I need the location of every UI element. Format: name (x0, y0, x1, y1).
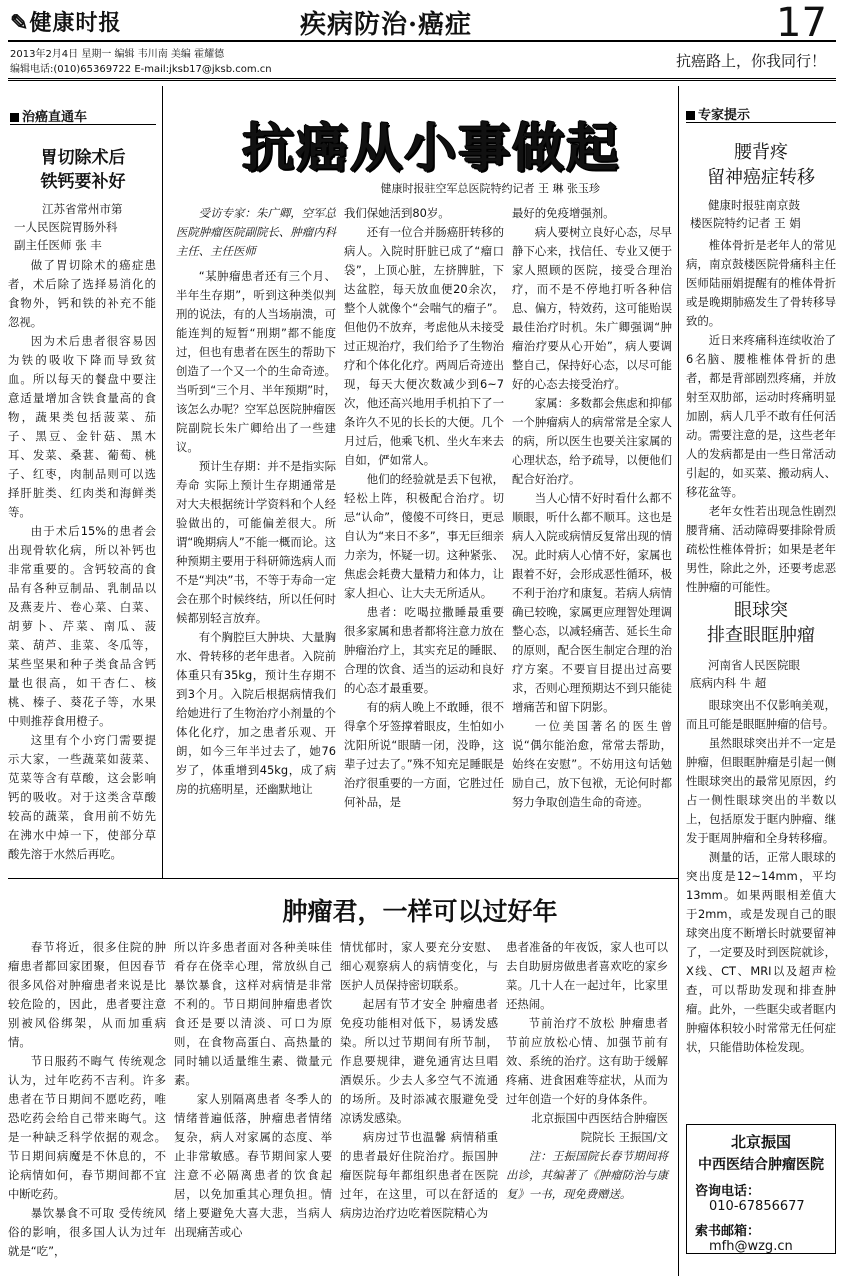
logo-icon: ✎ (10, 10, 30, 36)
sub-headline: 肿瘤君，一样可以过好年 (282, 897, 558, 926)
main-col-3: 最好的免疫增强剂。 病人要树立良好心态，尽早静下心来，找信任、专业又便于家人照顾的医院，接受合理治疗，而不是不停地打听各种信息、偏方，特效药，这可能贻误最佳治疗时机。朱广卿强调“肿瘤治疗要从心开始”，病人要调整自己，保持好心态，以尽可能好的心态去接受治疗。 家属：多数都会焦虑和抑郁 一个肿瘤病人的病常常是全家人的病，所以医生也要关注家属的心理状态，给予疏导，以便他们配合好治疗。 当人心情不好时看什么都不顺眼，听什么都不顺耳。这也是病人入院或病情反复常出现的情况。此时病人心情不好，家属也跟着不好，会形成恶性循环，极不利于治疗和康复。若病人病情确已较晚，家属更应理智处理调整心态，以减轻痛苦、延长生命的原则，配合医生制定合理的治疗方案。不要盲目提出过高要求，否则心理预期达不到只能徒增痛苦和留下阴影。 一位美国著名的医生曾说“偶尔能治愈，常常去帮助，始终在安慰”。不妨用这句话勉励自己，放下包袱，无论何时都努力争取创造生命的奇迹。 (512, 206, 672, 809)
section-title: 疾病防治·癌症 (300, 10, 473, 40)
right-article-2-title: 眼球突 排查眼眶肿瘤 (707, 600, 815, 646)
left-article-body: 做了胃切除术的癌症患者，术后除了选择易消化的食物外，钙和铁的补充不能忽视。 因为术后患者很容易因为铁的吸收下降而导致贫血。所以每天的餐盘中要注意适量增加含铁食量高的食物，蔬果类包括菠菜、茄子、黑豆、金针菇、黑木耳、发菜、桑葚、葡萄、桃子、红枣，肉制品则可以选择肝脏类、红肉类和海鲜类等。 由于术后15%的患者会出现骨软化病，所以补钙也非常重要的。含钙较高的食品有各种豆制品、乳制品以及燕麦片、卷心菜、白菜、胡萝卜、芹菜、南瓜、菠菜、葫芦、韭菜、冬瓜等，某些坚果和种子类食品含钙量也很高，如干杏仁、核桃、榛子、葵花子等，水果中则推荐食用橙子。 这里有个小窍门需要提示大家，一些蔬菜如菠菜、苋菜等含有草酸，这会影响钙的吸收。对于这类含草酸较高的蔬菜，食用前不妨先在沸水中焯一下，使部分草酸先溶于水然后再吃。 (8, 258, 156, 861)
section-divider (162, 878, 678, 879)
ad-line-1: 北京振国 (730, 1133, 791, 1151)
right-article-1-byline: 健康时报驻南京鼓 楼医院特约记者 王 娟 (690, 198, 801, 230)
main-headline: 抗癌从小事做起 (241, 119, 620, 179)
column-divider (678, 86, 679, 1276)
tag-underline (686, 122, 836, 123)
sub-col-3: 情忧郁时，家人要充分安慰、细心观察病人的病情变化，与医护人员保持密切联系。 起居有节才安全 肿瘤患者免疫功能相对低下，易诱发感染。所以过节期间有所节制，作息要规律，避免通宵达旦唱酒娱乐。少去人多空气不流通的场所。及时添减衣服避免受凉诱发感染。 病房过节也温馨 病情稍重的患者最好住院治疗。振国肿瘤医院每年都组织患者在医院过年，在这里，可以在舒适的病房边治疗边吃着医院精心为 (340, 940, 498, 1220)
masthead-double-rule (8, 78, 836, 81)
right-article-2-body: 眼球突出不仅影响美观，而且可能是眼眶肿瘤的信号。 虽然眼球突出并不一定是肿瘤，但眼眶肿瘤是引起一侧性眼球突出的最常见原因，约占一侧性眼球突出的半数以上，包括原发于眶内肿瘤、继发于眶周肿瘤和全身转移瘤。 测量的话，正常人眼球的突出度是12~14mm，平均13mm。如果两眼相差值大于2mm，或是发现自己的眼球突出度不断增长时就要留神了，一定要及时到医院就诊，X线、CT、MRI以及超声检查，可以帮助发现和排查肿瘤。此外，一些眶尖或者眶内肿瘤体积较小时常常无任何症状，只能借助体检发现。 (686, 698, 836, 1054)
sub-col-1: 春节将近，很多住院的肿瘤患者都回家团聚，但因春节很多风俗对肿瘤患者来说是比较危险的，因此，患者要注意别被风俗绑架，从而加重病情。 节日服药不晦气 传统观念认为，过年吃药不吉利。许多患者在节日期间不愿吃药，唯恐吃药会给自己带来晦气。这是一种缺乏科学依据的观念。节日期间病魔是不休息的，不论病情如何，春节期间都不宜中断吃药。 暴饮暴食不可取 受传统风俗的影响，很多国人认为过年就是“吃”， (8, 940, 166, 1258)
ad-line-2: 中西医结合肿瘤医院 (698, 1157, 824, 1173)
column-tag: 治癌直通车 (10, 106, 87, 125)
main-byline: 健康时报驻空军总医院特约记者 王 琳 张玉珍 (380, 182, 600, 195)
right-article-1-body: 椎体骨折是老年人的常见病，南京鼓楼医院骨痛科主任医师陆丽娟提醒有的椎体骨折或是晚期肺癌发生了骨转移导致的。 近日来疼痛科连续收治了6名脑、腰椎椎体骨折的患者，都是背部剧烈疼痛，并放射至双肋部，运动时疼痛明显加剧，病人几乎不敢有任何活动。需要注意的是，这些老年人的发病都是由一些日常活动引起的，如买菜、搬动病人、移花盆等。 老年女性若出现急性剧烈腰背痛、活动障碍要排除骨质疏松性椎体骨折；如果是老年男性，除此之外，还要考虑恶性肿瘤的可能性。 (686, 238, 836, 594)
sub-article-note: 注：王振国院长春节期间将出诊，其编著了《肿瘤防治与康复》一书，现免费赠送。 (506, 1149, 668, 1201)
sub-col-2: 所以许多患者面对各种美味佳肴存在侥幸心理，常放纵自己暴饮暴食，这样对病情是非常不利的。节日期间肿瘤患者饮食还是要以清淡、可口为原则，在食物高蛋白、高热量的同时辅以适量维生素、微量元素。 家人别隔离患者 冬季人的情绪普遍低落，肿瘤患者情绪复杂，病人对家属的态度、举止非常敏感。春节期间家人要注意不必隔离患者的饮食起居，以免加重其心理负担。情绪上要避免大喜大悲，当病人出现痛苦或心 (174, 940, 332, 1239)
hospital-ad-box (686, 1124, 836, 1254)
page-slogan: 抗癌路上，你我同行！ (676, 52, 827, 70)
ad-mail-address: mfh@wzg.cn (709, 1239, 793, 1254)
masthead-rule (8, 40, 836, 42)
section-divider (8, 878, 162, 879)
editor-contact: 编辑电话:(010)65369722 E-mail:jksb17@jksb.com.cn (10, 64, 272, 75)
left-article-author: 江苏省常州市第 一人民医院胃肠外科 副主任医师 张 丰 (14, 202, 123, 252)
ad-mail-label: 索书邮箱： (695, 1224, 761, 1239)
main-col-2: 我们保她活到80岁。 还有一位合并肠癌肝转移的病人。入院时肝脏已成了“瘤口袋”，上顶心脏，左挤脾脏，下达盆腔，每天放血便20余次，整个人就像个“会喘气的瘤子”。但他仍不放弃，考虑他从未接受过正规治疗，我们给予了生物治疗和个体化化疗。两周后奇迹出现，每天大便次数减少到6~7次，他还高兴地用手机拍下了一条许久不见的长长的大便。几个月过后，他乘飞机、坐火车来去自如，俨如常人。 他们的经验就是丢下包袱，轻松上阵，积极配合治疗。切忌“认命”，傻傻不可终日，更忌自认为“来日不多”，事无巨细亲力亲为，怀疑一切。这种紧张、焦虑会耗费大量精力和体力，让家人担心、让大夫无所适从。 患者：吃喝拉撒睡最重要 很多家属和患者都将注意力放在肿瘤治疗上，其实充足的睡眠、合理的饮食、适当的运动和良好的心态才最重要。 有的病人晚上不敢睡，很不得拿个牙签撑着眼皮，生怕如小沈阳所说“眼睛一闭，没睁，这辈子过去了。”殊不知充足睡眠是治疗很重要的一方面，它胜过任何补品，是 (344, 206, 504, 809)
sub-col-4: 患者准备的年夜饭，家人也可以去自助厨房做患者喜欢吃的家乡菜。几十人在一起过年，比家里还热闹。 节前治疗不放松 肿瘤患者节前应放松心情、加强节前有效、系统的治疗。这有助于缓解疼痛、进食困难等症状，从而为过年创造一个好的身体条件。 北京振国中西医结合肿瘤医院院长 王振国/文 注：王振国院长春节期间将出诊，其编著了《肿瘤防治与康复》一书，现免费赠送。 (506, 938, 668, 1204)
ad-phone-label: 咨询电话： (695, 1184, 761, 1199)
interviewee-note: 受访专家：朱广卿，空军总医院肿瘤医院副院长、肿瘤内科主任、主任医师 (176, 206, 336, 258)
page-number: 17 (776, 0, 827, 46)
main-col-1: 受访专家：朱广卿，空军总医院肿瘤医院副院长、肿瘤内科主任、主任医师 “某肿瘤患者还有三个月、半年生存期”，听到这种类似判刑的说法，有的人当场崩溃，可能连判的短暂“刑期”都不能度过，但也有患者在医生的帮助下创造了一个又一个的生命奇迹。当听到“三个月、半年预期”时，该怎么办呢？空军总医院肿瘤医院副院长朱广卿给出了一些建议。 预计生存期：并不是指实际寿命 实际上预计生存期通常是对大夫根据统计学资料和个人经验做出的，可能偏差很大。所谓“晚期病人”不能一概而论。这种预期主要用于科研筛选病人而不是“判决”书，不等于寿命一定会在那个时候终结，所以任何时候都别轻言放弃。 有个胸腔巨大肿块、大量胸水、骨转移的老年患者。入院前体重只有35kg，预计生存期不到3个月。入院后根据病情我们给她进行了生物治疗小剂量的个体化化疗，加之患者乐观、开朗，如今三年半过去了，她76岁了，体重增到45kg，成了病房的抗癌明星，还幽默地让 (176, 206, 336, 796)
issue-info: 2013年2月4日 星期一 编辑 韦川南 美编 霍耀德 (10, 49, 225, 60)
ad-phone-number: 010-67856677 (709, 1199, 805, 1214)
newspaper-logo: ✎健康时报 (10, 10, 122, 36)
column-tag: 专家提示 (686, 104, 750, 123)
tag-underline (10, 124, 156, 125)
left-article-title: 胃切除术后 铁钙要补好 (40, 148, 126, 192)
right-article-2-byline: 河南省人民医院眼 底病内科 牛 超 (690, 658, 800, 690)
right-article-1-title: 腰背疼 留神癌症转移 (707, 142, 815, 188)
column-divider (162, 86, 163, 878)
